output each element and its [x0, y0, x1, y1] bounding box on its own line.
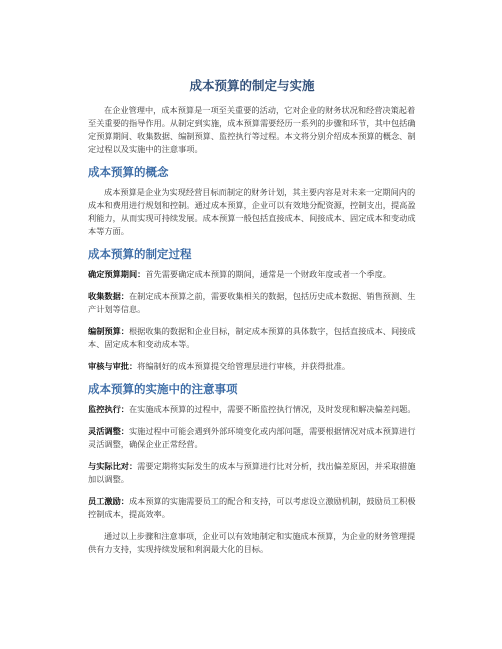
implementation-item [88, 460, 416, 486]
item-text: 需要定期将实际发生的成本与预算进行比对分析，找出偏差原因，并采取措施加以调整。 [88, 461, 416, 484]
item-label: 编制预算： [88, 326, 129, 336]
item-label: 确定预算期间： [88, 269, 146, 279]
section-heading-process: 成本预算的制定过程 [88, 247, 192, 261]
conclusion-paragraph: 通过以上步骤和注意事项，企业可以有效地制定和实施成本预算，为企业的财务管理提供有力支持，实现持续发展和利润最大化的目标。 [88, 531, 416, 554]
item-text: 实施过程中可能会遇到外部环境变化或内部问题，需要根据情况对成本预算进行灵活调整，确保企业正常经营。 [88, 426, 416, 449]
implementation-item [88, 425, 416, 451]
process-item [88, 360, 416, 373]
item-text: 首先需要确定成本预算的期间，通常是一个财政年度或者一个季度。 [145, 269, 391, 279]
section-heading-implementation: 成本预算的实施中的注意事项 [88, 382, 238, 396]
item-label: 收集数据： [88, 291, 129, 301]
item-text: 成本预算的实施需要员工的配合和支持，可以考虑设立激励机制，鼓励员工积极控制成本，提高效率。 [88, 496, 416, 519]
item-label: 灵活调整： [88, 426, 129, 436]
item-label: 与实际比对： [88, 461, 138, 471]
item-label: 员工激励： [88, 496, 129, 506]
item-text: 在实施成本预算的过程中，需要不断监控执行情况，及时发现和解决偏差问题。 [128, 404, 416, 414]
process-item [88, 290, 416, 316]
item-text: 将编制好的成本预算提交给管理层进行审核，并获得批准。 [137, 361, 351, 371]
item-text: 根据收集的数据和企业目标，制定成本预算的具体数字，包括直接成本、间接成本、固定成本和变动成本等。 [88, 326, 416, 349]
intro-paragraph: 在企业管理中，成本预算是一项至关重要的活动，它对企业的财务状况和经营决策起着至关重要的指导作用。从制定到实施，成本预算需要经历一系列的步骤和环节，其中包括确定预算期间、收集数据、编制预算、监控执行等过程。本文将分别介绍成本预算的概念、制定过程以及实施中的注意事项。 [88, 105, 416, 154]
item-label: 监控执行： [88, 404, 129, 414]
document-title: 成本预算的制定与实施 [189, 78, 315, 93]
process-item [88, 325, 416, 351]
item-label: 审核与审批： [88, 361, 138, 371]
process-item [88, 268, 416, 281]
concept-paragraph: 成本预算是企业为实现经营目标而制定的财务计划，其主要内容是对未来一定期间内的成本和费用进行规划和控制。通过成本预算，企业可以有效地分配资源，控制支出，提高盈利能力，从而实现可持续发展。成本预算一般包括直接成本、间接成本、固定成本和变动成本等方面。 [88, 187, 416, 236]
item-text: 在制定成本预算之前，需要收集相关的数据，包括历史成本数据、销售预测、生产计划等信息。 [88, 291, 416, 314]
implementation-item [88, 495, 416, 521]
implementation-item [88, 403, 416, 416]
section-heading-concept: 成本预算的概念 [88, 165, 169, 179]
